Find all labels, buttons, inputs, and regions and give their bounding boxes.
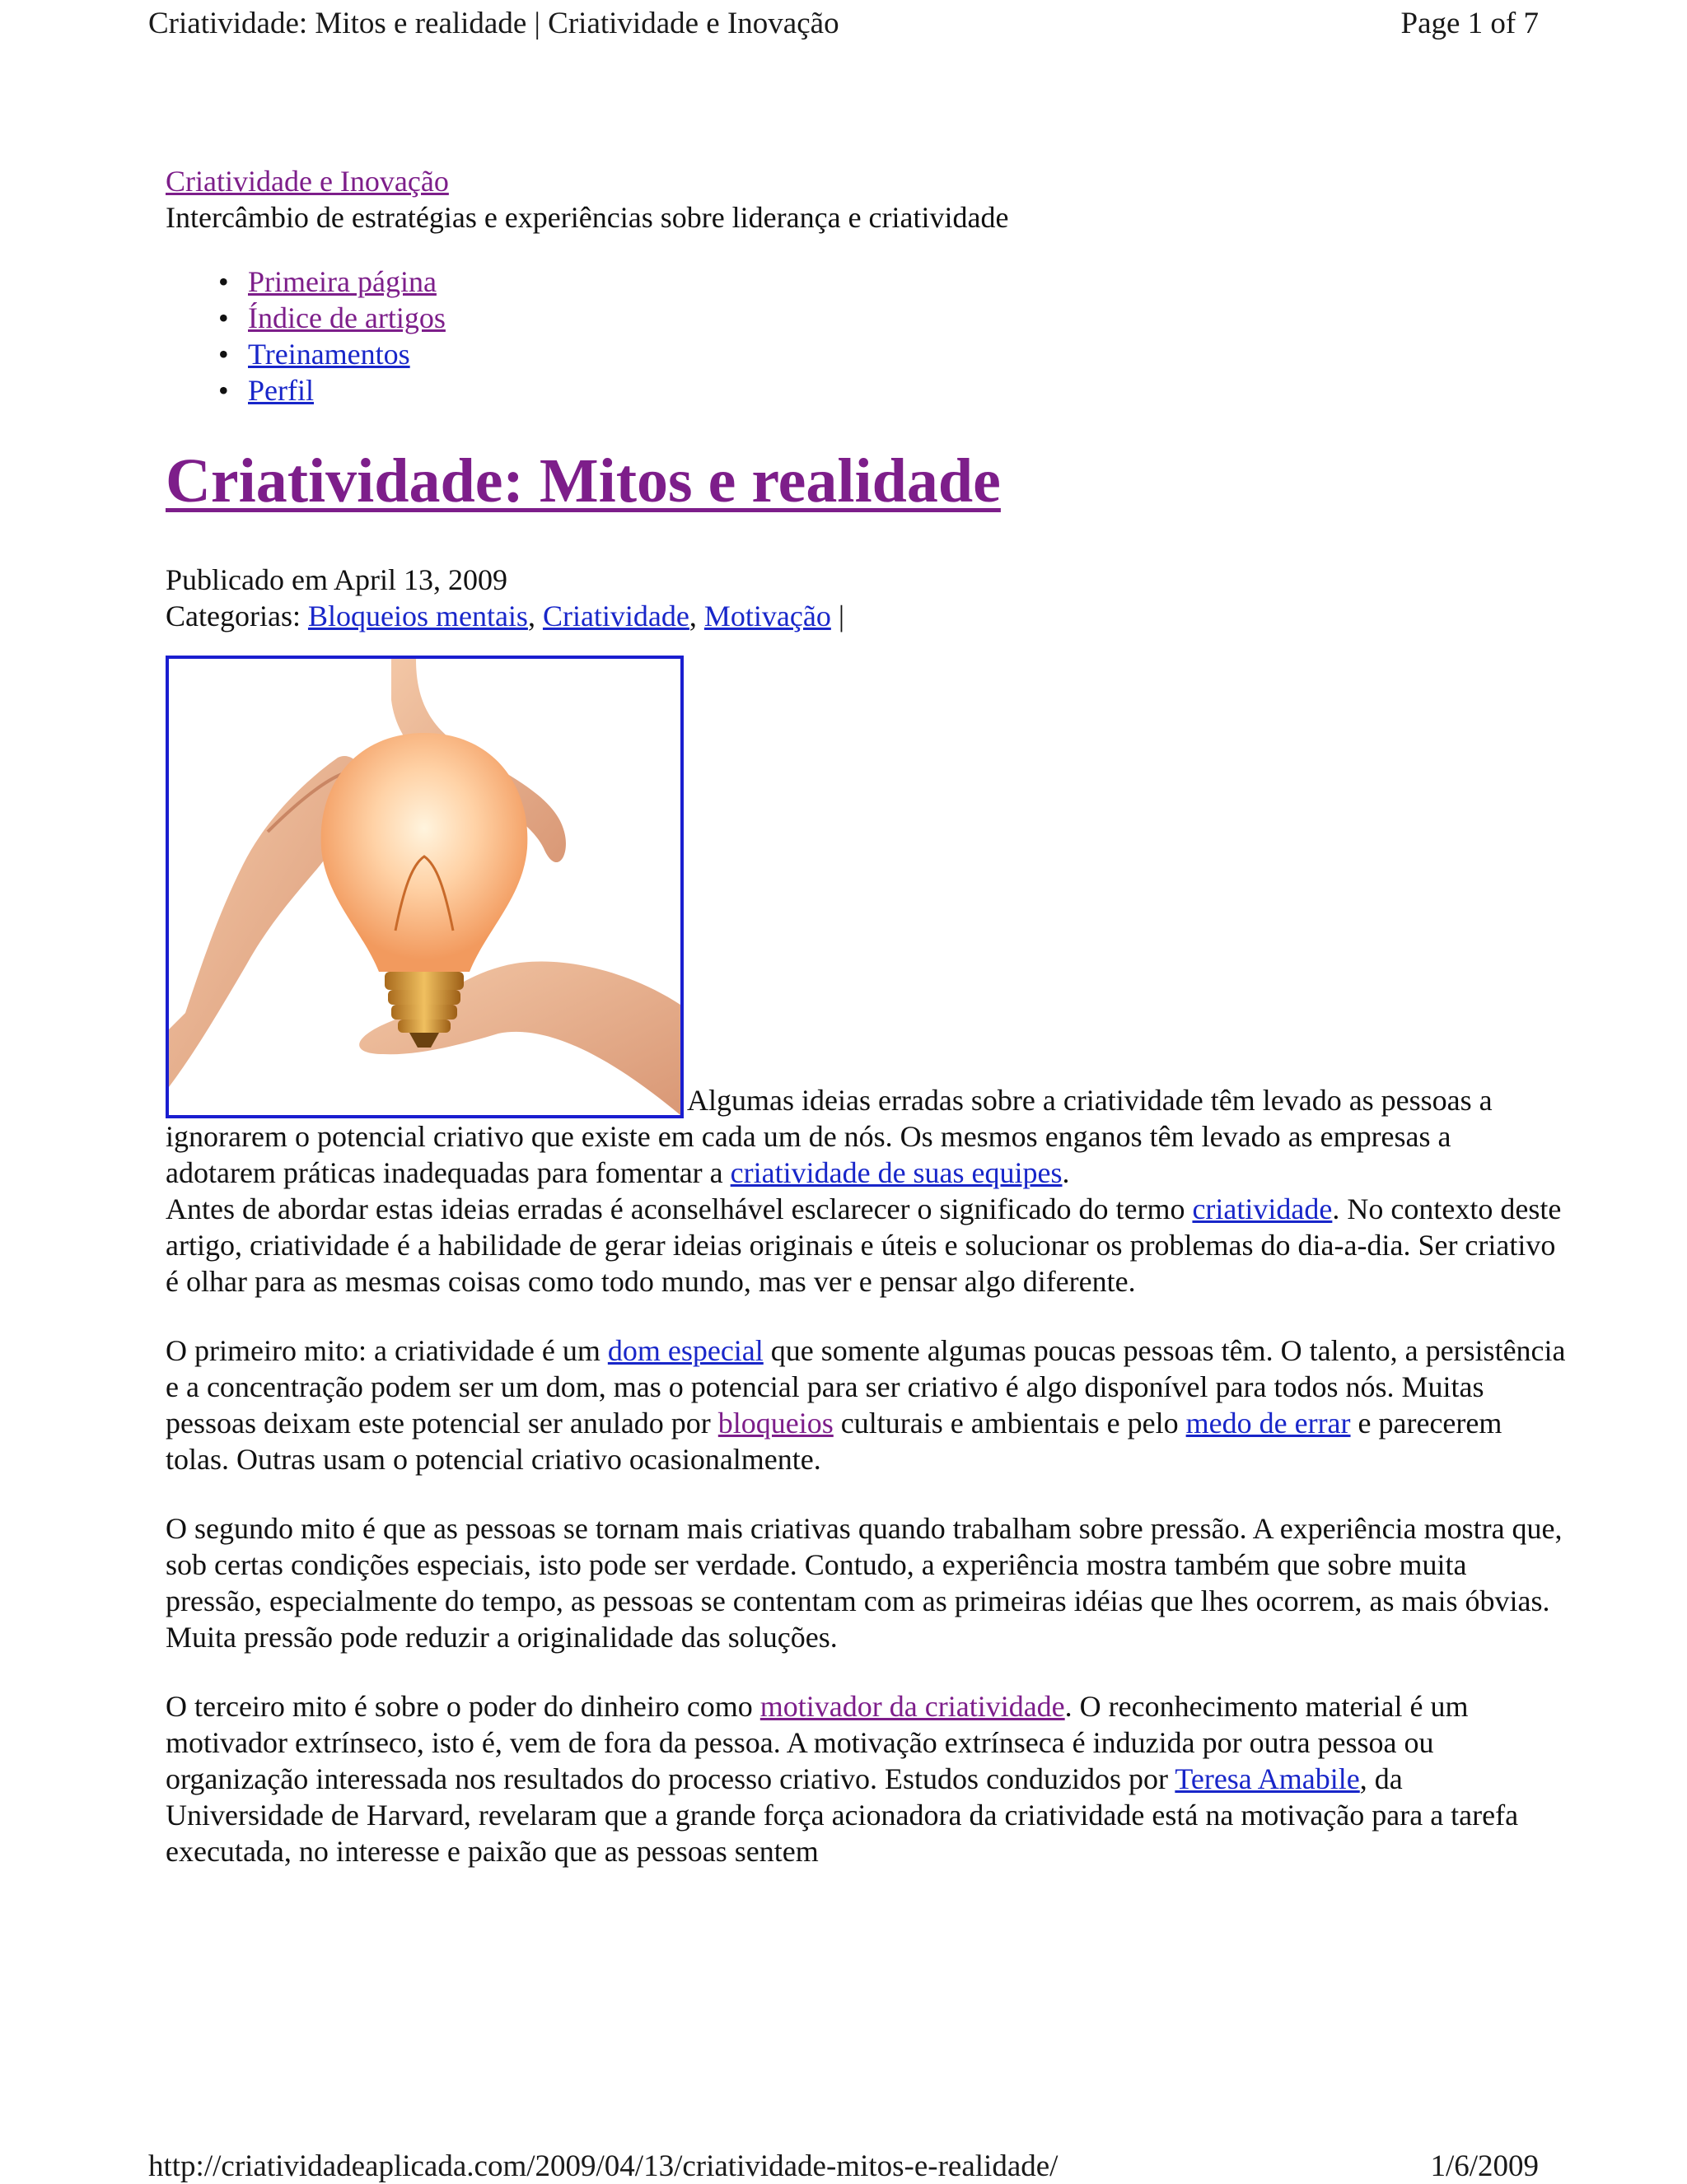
post-meta bbox=[166, 562, 1566, 634]
article-image-lightbulb-hands[interactable] bbox=[166, 656, 684, 1118]
nav-link-index[interactable]: Índice de artigos bbox=[248, 301, 446, 334]
category-sep: , bbox=[689, 600, 704, 632]
category-link-motivacao[interactable]: Motivação bbox=[703, 600, 831, 632]
nav-link-profile[interactable]: Perfil bbox=[248, 374, 314, 407]
nav-item-home bbox=[248, 264, 1566, 300]
paragraph-3-text-2: que somente algumas poucas pessoas têm. O talento, a persistência e a concentração podem ser um dom, mas o potencial para ser criativo é algo disponível para todos nós. Muitas pessoas deixam este potencial ser anulado por bbox=[166, 1334, 1566, 1440]
paragraph-2-rest: . No contexto deste artigo, criatividade é a habilidade de gerar ideias originais e úteis e solucionar os problemas do dia-a-dia. Ser criativo é olhar para as mesmas coisas como todo mundo, mas ver e pensar algo diferente. bbox=[166, 1192, 1562, 1298]
post-title bbox=[166, 441, 1566, 520]
post-categories bbox=[166, 598, 1566, 634]
main-nav bbox=[166, 264, 1566, 408]
categories-trailer: | bbox=[838, 600, 845, 632]
site-title-link[interactable]: Criatividade e Inovação bbox=[166, 165, 449, 198]
print-header-title: Criatividade: Mitos e realidade | Criatividade e Inovação bbox=[148, 6, 839, 40]
page-content bbox=[166, 163, 1566, 1902]
post-title-link[interactable]: Criatividade: Mitos e realidade bbox=[166, 446, 1001, 516]
print-footer-url: http://criatividadeaplicada.com/2009/04/13/criatividade-mitos-e-realidade/ bbox=[148, 2149, 1058, 2183]
category-link-criatividade[interactable]: Criatividade bbox=[542, 600, 689, 632]
paragraph-2-text: Antes de abordar estas ideias erradas é aconselhável esclarecer o significado do termo bbox=[166, 1192, 1193, 1225]
post-date: Publicado em April 13, 2009 bbox=[166, 563, 507, 596]
nav-item-profile bbox=[248, 372, 1566, 408]
link-bloqueios[interactable]: bloqueios bbox=[717, 1407, 834, 1440]
link-dom-especial[interactable]: dom especial bbox=[607, 1334, 764, 1367]
paragraph-1-end: . bbox=[1062, 1156, 1070, 1189]
print-footer-date: 1/6/2009 bbox=[1430, 2149, 1539, 2183]
link-criatividade[interactable]: criatividade bbox=[1192, 1192, 1333, 1225]
article-body bbox=[166, 656, 1566, 1869]
paragraph-2 bbox=[166, 1191, 1566, 1300]
paragraph-3-text: O primeiro mito: a criatividade é um bbox=[166, 1334, 608, 1367]
paragraph-5-text-2: . O reconhecimento material é um motivador extrínseco, isto é, vem de fora da pessoa. A motivação extrínseca é induzida por outra pessoa ou organização interessada nos resultados do processo criativo. Estudos conduzidos por bbox=[166, 1690, 1469, 1795]
categories-label: Categorias: bbox=[166, 600, 301, 632]
lightbulb-hands-illustration bbox=[169, 659, 680, 1115]
paragraph-5-text-3: , da Universidade de Harvard, revelaram que a grande força acionadora da criatividade está na motivação para a tarefa executada, no interesse e paixão que as pessoas sentem bbox=[166, 1762, 1519, 1868]
paragraph-3 bbox=[166, 1332, 1566, 1477]
link-medo-de-errar[interactable]: medo de errar bbox=[1185, 1407, 1351, 1440]
paragraph-5-text: O terceiro mito é sobre o poder do dinheiro como bbox=[166, 1690, 760, 1723]
nav-link-trainings[interactable]: Treinamentos bbox=[248, 338, 410, 371]
nav-item-trainings bbox=[248, 336, 1566, 372]
link-motivador-criatividade[interactable]: motivador da criatividade bbox=[759, 1690, 1065, 1723]
site-tagline: Intercâmbio de estratégias e experiências sobre liderança e criatividade bbox=[166, 201, 1009, 234]
print-footer bbox=[148, 2148, 1539, 2184]
print-header bbox=[148, 0, 1539, 46]
print-page-number: Page 1 of 7 bbox=[1400, 6, 1539, 40]
paragraph-5 bbox=[166, 1688, 1566, 1869]
category-link-bloqueios[interactable]: Bloqueios mentais bbox=[307, 600, 528, 632]
link-teresa-amabile[interactable]: Teresa Amabile bbox=[1175, 1762, 1360, 1795]
paragraph-3-text-3: culturais e ambientais e pelo bbox=[833, 1407, 1186, 1440]
nav-link-home[interactable]: Primeira página bbox=[248, 265, 437, 298]
paragraph-3-text-4: e parecerem tolas. Outras usam o potencial criativo ocasionalmente. bbox=[166, 1407, 1502, 1476]
link-criatividade-equipes[interactable]: criatividade de suas equipes bbox=[730, 1156, 1063, 1189]
nav-item-index bbox=[248, 300, 1566, 336]
site-title-row bbox=[166, 163, 1566, 199]
category-sep: , bbox=[527, 600, 543, 632]
paragraph-1-text: Algumas ideias erradas sobre a criatividade têm levado as pessoas a ignorarem o potencial criativo que existe em cada um de nós. Os mesmos enganos têm levado as empresas a adotarem práticas inadequadas para fomentar a bbox=[166, 1084, 1493, 1189]
paragraph-4: O segundo mito é que as pessoas se tornam mais criativas quando trabalham sobre pressão. A experiência mostra que, sob certas condições especiais, isto pode ser verdade. Contudo, a experiência mostra também que sobre muita pressão, especialmente do tempo, as pessoas se contentam com as primeiras idéias que lhes ocorrem, as mais óbvias. Muita pressão pode reduzir a originalidade das soluções. bbox=[166, 1512, 1563, 1654]
